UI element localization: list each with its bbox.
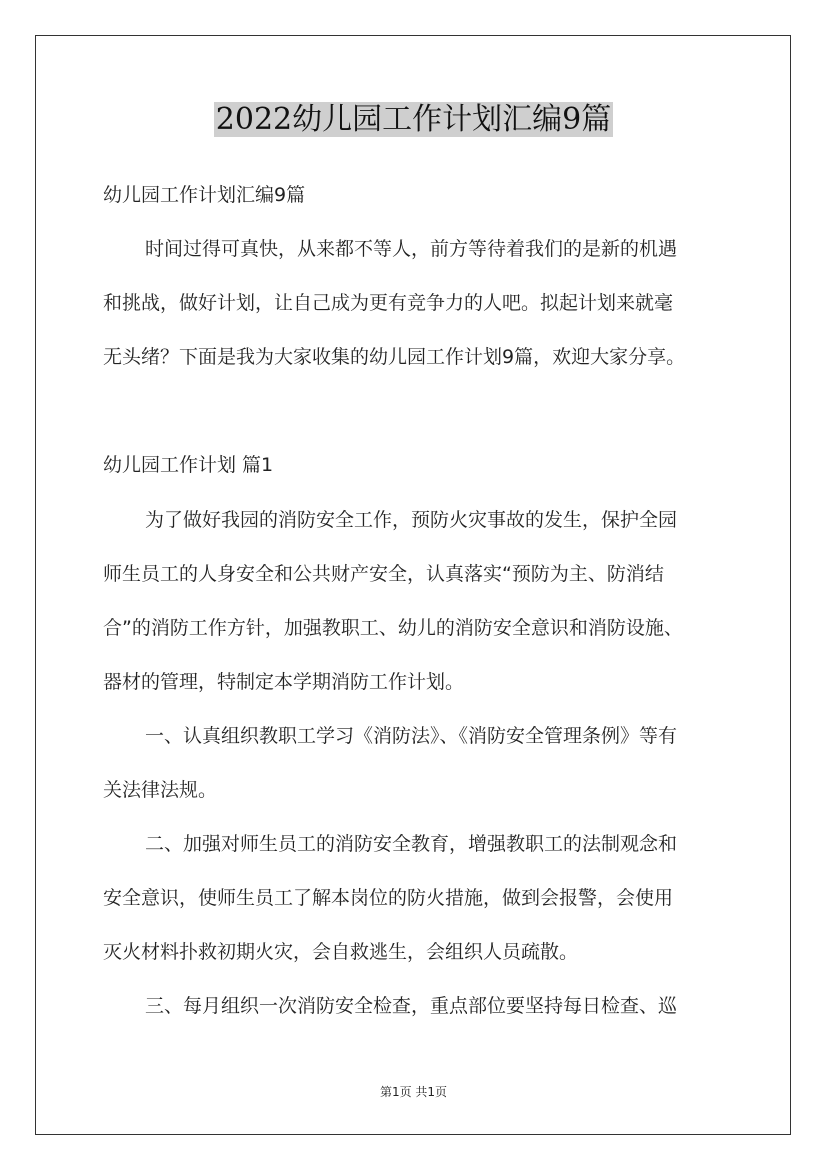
- paragraph-line: 为了做好我园的消防安全工作，预防火灾事故的发生，保护全园: [145, 509, 678, 531]
- paragraph-line: 灭火材料扑救初期火灾，会自救逃生，会组织人员疏散。: [103, 941, 579, 963]
- paragraph-line: 三、每月组织一次消防安全检查，重点部位要坚持每日检查、巡: [145, 995, 678, 1017]
- paragraph-line: 器材的管理，特制定本学期消防工作计划。: [103, 671, 465, 693]
- document-title: 2022幼儿园工作计划汇编9篇: [215, 102, 612, 137]
- section-heading: 幼儿园工作计划 篇1: [103, 454, 274, 476]
- paragraph-line: 二、加强对师生员工的消防安全教育，增强教职工的法制观念和: [145, 833, 678, 855]
- paragraph-line: 师生员工的人身安全和公共财产安全，认真落实“预防为主、防消结: [103, 563, 664, 585]
- paragraph-line: 时间过得可真快，从来都不等人，前方等待着我们的是新的机遇: [145, 238, 678, 260]
- paragraph-line: 合”的消防工作方针，加强教职工、幼儿的消防安全意识和消防设施、: [103, 617, 683, 639]
- paragraph-line: 一、认真组织教职工学习《消防法》、《消防安全管理条例》等有: [145, 725, 678, 747]
- paragraph-line: 无头绪？下面是我为大家收集的幼儿园工作计划9篇，欢迎大家分享。: [103, 346, 686, 368]
- subtitle-line: 幼儿园工作计划汇编9篇: [103, 184, 306, 206]
- paragraph-line: 安全意识，使师生员工了解本岗位的防火措施，做到会报警，会使用: [103, 887, 674, 909]
- paragraph-line: 和挑战，做好计划，让自己成为更有竞争力的人吧。拟起计划来就毫: [103, 292, 674, 314]
- page-number-footer: 第1页 共1页: [379, 1085, 448, 1099]
- paragraph-line: 关法律法规。: [103, 779, 218, 801]
